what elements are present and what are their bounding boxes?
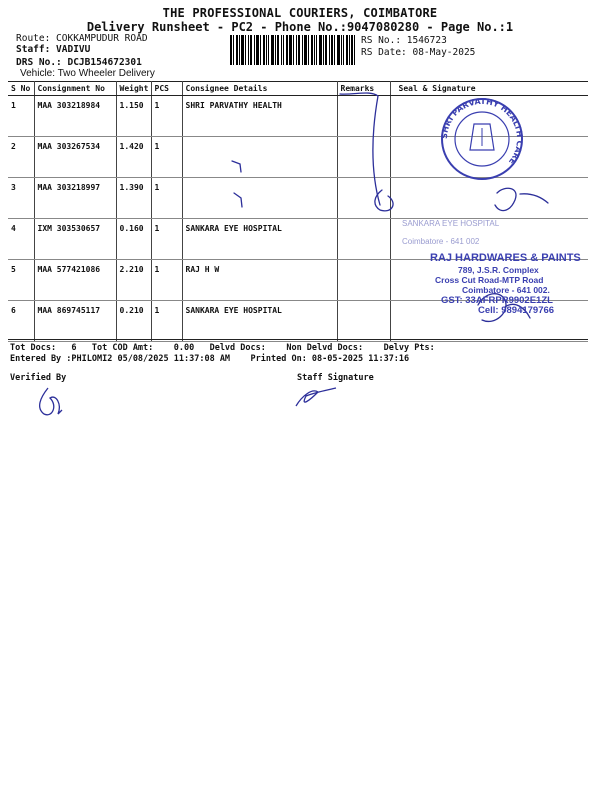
cell-pcs: 1	[151, 219, 182, 260]
col-remarks: Remarks	[337, 82, 390, 96]
route: Route: COKKAMPUDUR ROAD	[16, 33, 148, 44]
cell-weight: 1.390	[116, 178, 151, 219]
cell-pcs: 1	[151, 301, 182, 342]
runsheet-title: Delivery Runsheet - PC2 - Phone No.:9047080280 - Page No.:1	[86, 20, 514, 34]
verified-by-label: Verified By	[10, 373, 67, 383]
cell-pcs: 1	[151, 178, 182, 219]
cell-consignment: IXM 303530657	[34, 219, 116, 260]
cell-consignment: MAA 303218984	[34, 96, 116, 137]
col-weight: Weight	[116, 82, 151, 96]
raj-stamp-line3: Coimbatore - 641 002.	[462, 285, 550, 295]
staff-signature-label: Staff Signature	[297, 373, 374, 383]
cell-consignee: RAJ H W	[182, 260, 337, 301]
cell-consignment: MAA 303218997	[34, 178, 116, 219]
cell-weight: 1.150	[116, 96, 151, 137]
cell-weight: 2.210	[116, 260, 151, 301]
cell-consignment: MAA 577421086	[34, 260, 116, 301]
cell-consignment: MAA 869745117	[34, 301, 116, 342]
sankara-stamp-line1: SANKARA EYE HOSPITAL	[402, 219, 500, 228]
cell-consignee: SHRI PARVATHY HEALTH	[182, 96, 337, 137]
cell-sno: 6	[8, 301, 34, 342]
cell-sno: 1	[8, 96, 34, 137]
verified-signature	[40, 388, 62, 415]
col-consignment: Consignment No	[34, 82, 116, 96]
col-seal: Seal & Signature	[390, 82, 588, 96]
staff: Staff: VADIVU	[16, 44, 91, 55]
cell-weight: 0.160	[116, 219, 151, 260]
cell-consignee: SANKARA EYE HOSPITAL	[182, 219, 337, 260]
rs-date: RS Date: 08-May-2025	[361, 47, 476, 58]
health-seal-text: SHRI PARVATHY HEALTH CARE	[439, 96, 525, 167]
cell-pcs: 1	[151, 260, 182, 301]
cell-sno: 4	[8, 219, 34, 260]
entered-by-line: Entered By :PHILOMI2 05/08/2025 11:37:08 AM Printed On: 08-05-2025 11:37:16	[10, 354, 410, 364]
raj-stamp-line1: 789, J.S.R. Complex	[458, 265, 539, 275]
cell-sno: 3	[8, 178, 34, 219]
col-consignee: Consignee Details	[182, 82, 337, 96]
sankara-stamp-line2: Coimbatore - 641 002	[402, 237, 480, 246]
col-pcs: PCS	[151, 82, 182, 96]
cell-consignee: SANKARA EYE HOSPITAL	[182, 301, 337, 342]
raj-stamp-name: RAJ HARDWARES & PAINTS	[430, 252, 581, 264]
sankara-stamp	[402, 219, 500, 246]
cell-weight: 0.210	[116, 301, 151, 342]
company-title: THE PROFESSIONAL COURIERS, COIMBATORE	[162, 6, 438, 20]
staff-signature	[296, 388, 336, 406]
raj-stamp-line2: Cross Cut Road-MTP Road	[435, 275, 544, 285]
rs-number: RS No.: 1546723	[361, 35, 447, 46]
col-sno: S No	[8, 82, 34, 96]
cell-consignment: MAA 303267534	[34, 137, 116, 178]
drs-number: DRS No.: DCJB154672301	[16, 57, 142, 68]
raj-hardwares-stamp	[430, 252, 581, 316]
cell-sno: 2	[8, 137, 34, 178]
cell-pcs: 1	[151, 137, 182, 178]
cell-sno: 5	[8, 260, 34, 301]
totals-line: Tot Docs: 6 Tot COD Amt: 0.00 Delvd Docs: Non Delvd Docs: Delvy Pts:	[10, 343, 435, 353]
raj-stamp-gst: GST: 33AFRPR9902E1ZL	[441, 295, 553, 306]
vehicle: Vehicle: Two Wheeler Delivery	[20, 68, 155, 79]
raj-stamp-cell: Cell: 9894179766	[478, 305, 555, 316]
cell-weight: 1.420	[116, 137, 151, 178]
cell-pcs: 1	[151, 96, 182, 137]
